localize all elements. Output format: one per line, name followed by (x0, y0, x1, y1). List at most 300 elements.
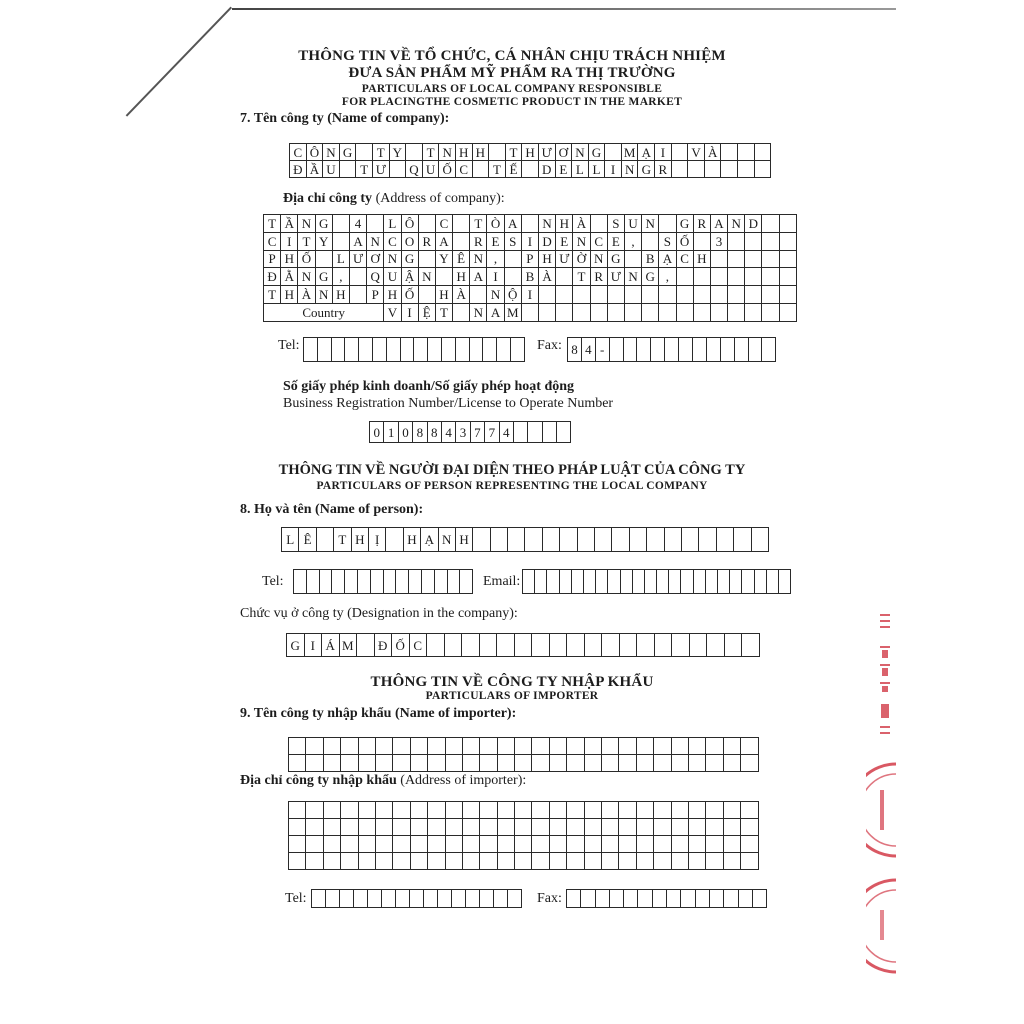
company-name-label: 7. Tên công ty (Name of company): (240, 111, 450, 126)
char-box[interactable] (410, 738, 427, 755)
char-box[interactable] (393, 836, 410, 853)
char-box[interactable] (532, 738, 549, 755)
char-box[interactable] (323, 853, 340, 870)
char-box[interactable] (326, 890, 340, 908)
red-seal-fragment-icon-2 (866, 876, 898, 976)
char-box[interactable] (317, 338, 331, 362)
char-box[interactable] (651, 338, 665, 362)
char-box[interactable] (375, 819, 392, 836)
char-box[interactable] (567, 819, 584, 836)
char-box[interactable] (584, 802, 601, 819)
char-box[interactable] (306, 853, 323, 870)
char-box[interactable] (741, 755, 758, 772)
char-box[interactable] (742, 570, 754, 594)
char-box[interactable] (455, 338, 469, 362)
char-box[interactable] (734, 338, 748, 362)
char-box[interactable] (549, 802, 566, 819)
char-box[interactable] (723, 819, 740, 836)
importer-tel-field[interactable] (311, 889, 522, 908)
char-box (693, 303, 710, 321)
char-box[interactable] (532, 836, 549, 853)
char-box[interactable] (447, 570, 460, 594)
char-box[interactable] (341, 755, 358, 772)
char-box[interactable] (688, 819, 705, 836)
char-box[interactable] (620, 570, 632, 594)
char-box[interactable] (497, 853, 514, 870)
char-box[interactable] (383, 570, 396, 594)
char-box[interactable] (596, 570, 608, 594)
char-box[interactable] (289, 738, 306, 755)
char-box[interactable] (706, 853, 723, 870)
char-box[interactable] (370, 570, 383, 594)
char-box[interactable] (357, 570, 370, 594)
char-box[interactable] (602, 802, 619, 819)
char-box: C (409, 634, 427, 657)
char-box[interactable] (462, 836, 479, 853)
char-box[interactable] (497, 836, 514, 853)
char-box[interactable] (636, 755, 653, 772)
char-box[interactable] (508, 890, 522, 908)
char-box[interactable] (619, 836, 636, 853)
red-seal-fragment-icon (866, 760, 898, 860)
char-box[interactable] (480, 853, 497, 870)
char-box (508, 528, 525, 552)
char-box[interactable] (345, 338, 359, 362)
char-box (676, 303, 693, 321)
char-box[interactable] (706, 338, 720, 362)
char-box[interactable] (445, 853, 462, 870)
company-tel-field[interactable] (303, 337, 525, 362)
char-box[interactable] (665, 338, 679, 362)
grid-row (289, 738, 759, 755)
char-box[interactable] (567, 738, 584, 755)
char-box: A (435, 232, 452, 250)
char-box[interactable] (679, 338, 693, 362)
char-box[interactable] (341, 802, 358, 819)
char-box[interactable] (706, 802, 723, 819)
char-box[interactable] (323, 755, 340, 772)
char-box[interactable] (515, 802, 532, 819)
char-box[interactable] (706, 755, 723, 772)
char-box[interactable] (778, 570, 790, 594)
char-box: Ô (401, 215, 418, 233)
char-box[interactable] (720, 338, 734, 362)
char-box[interactable] (602, 755, 619, 772)
header-title-en-2: FOR PLACINGTHE COSMETIC PRODUCT IN THE MARKET (341, 96, 683, 108)
char-box[interactable] (657, 570, 669, 594)
char-box[interactable] (532, 802, 549, 819)
char-box[interactable] (289, 755, 306, 772)
char-box[interactable] (608, 570, 620, 594)
char-box[interactable] (414, 338, 428, 362)
char-box[interactable] (741, 836, 758, 853)
char-box[interactable] (723, 802, 740, 819)
char-box[interactable] (718, 570, 730, 594)
char-box[interactable] (341, 738, 358, 755)
char-box[interactable] (424, 890, 438, 908)
char-box[interactable] (304, 338, 318, 362)
char-box[interactable] (619, 755, 636, 772)
char-box[interactable] (636, 738, 653, 755)
char-box: H (281, 250, 298, 268)
char-box[interactable] (497, 738, 514, 755)
char-box[interactable] (323, 836, 340, 853)
char-box[interactable] (375, 738, 392, 755)
person-name-field (281, 527, 769, 552)
char-box[interactable] (358, 755, 375, 772)
char-box[interactable] (410, 890, 424, 908)
char-box[interactable] (312, 890, 326, 908)
char-box[interactable] (748, 338, 762, 362)
char-box[interactable] (382, 890, 396, 908)
char-box: P (367, 286, 384, 304)
char-box[interactable] (410, 836, 427, 853)
char-box[interactable] (480, 890, 494, 908)
char-box[interactable] (644, 570, 656, 594)
char-box[interactable] (358, 819, 375, 836)
char-box[interactable] (654, 738, 671, 755)
char-box[interactable] (462, 819, 479, 836)
char-box (357, 634, 375, 657)
char-box[interactable] (375, 802, 392, 819)
char-box[interactable] (480, 802, 497, 819)
char-box[interactable] (428, 802, 445, 819)
char-box[interactable] (754, 570, 766, 594)
char-box[interactable] (319, 570, 332, 594)
char-box[interactable] (532, 853, 549, 870)
char-box[interactable] (386, 338, 400, 362)
char-box[interactable] (345, 570, 358, 594)
char-box[interactable] (549, 738, 566, 755)
char-box[interactable] (289, 819, 306, 836)
char-box[interactable] (462, 802, 479, 819)
char-box[interactable] (306, 819, 323, 836)
char-box[interactable] (723, 853, 740, 870)
company-address-label-rest: (Address of company): (372, 191, 505, 206)
char-box[interactable] (497, 338, 511, 362)
char-box[interactable] (706, 836, 723, 853)
char-box[interactable] (584, 836, 601, 853)
char-box[interactable] (445, 819, 462, 836)
char-box[interactable] (306, 802, 323, 819)
char-box[interactable] (306, 755, 323, 772)
char-box[interactable] (567, 802, 584, 819)
char-box[interactable] (688, 853, 705, 870)
char-box[interactable] (452, 890, 466, 908)
char-box[interactable] (341, 819, 358, 836)
char-box[interactable] (359, 338, 373, 362)
char-box[interactable] (693, 570, 705, 594)
char-box[interactable] (709, 890, 723, 908)
char-box[interactable] (654, 802, 671, 819)
char-box: C (290, 144, 307, 161)
char-box[interactable] (289, 802, 306, 819)
char-box[interactable] (428, 819, 445, 836)
importer-name-label: 9. Tên công ty nhập khẩu (Name of importer): (240, 706, 517, 721)
char-box[interactable] (638, 890, 652, 908)
char-box[interactable] (671, 853, 688, 870)
char-box[interactable] (497, 802, 514, 819)
char-box: P (264, 250, 281, 268)
char-box[interactable] (396, 890, 410, 908)
char-box[interactable] (393, 738, 410, 755)
char-box[interactable] (695, 890, 709, 908)
char-box[interactable] (289, 836, 306, 853)
char-box[interactable] (688, 738, 705, 755)
char-box[interactable] (619, 819, 636, 836)
char-box[interactable] (331, 338, 345, 362)
char-box[interactable] (636, 802, 653, 819)
char-box[interactable] (549, 836, 566, 853)
char-box[interactable] (738, 890, 752, 908)
char-box[interactable] (428, 755, 445, 772)
char-box[interactable] (393, 853, 410, 870)
char-box[interactable] (445, 755, 462, 772)
char-box[interactable] (766, 570, 778, 594)
char-box[interactable] (428, 338, 442, 362)
char-box[interactable] (428, 738, 445, 755)
char-box[interactable] (497, 755, 514, 772)
company-fax-field[interactable] (567, 337, 776, 362)
char-box[interactable] (497, 819, 514, 836)
char-box[interactable] (705, 570, 717, 594)
char-box[interactable] (681, 570, 693, 594)
char-box[interactable] (547, 570, 559, 594)
char-box[interactable] (584, 819, 601, 836)
char-box[interactable] (480, 836, 497, 853)
char-box[interactable] (741, 819, 758, 836)
char-box[interactable] (688, 802, 705, 819)
char-box[interactable] (706, 738, 723, 755)
char-box[interactable] (515, 853, 532, 870)
char-box[interactable] (409, 570, 422, 594)
char-box[interactable] (636, 836, 653, 853)
char-box[interactable] (602, 738, 619, 755)
char-box[interactable] (306, 570, 319, 594)
char-box[interactable] (354, 890, 368, 908)
char-box[interactable] (671, 738, 688, 755)
grid-row (568, 338, 776, 362)
char-box[interactable] (306, 738, 323, 755)
person-email-field[interactable] (522, 569, 791, 594)
importer-address-label-bold: Địa chỉ công ty nhập khẩu (240, 773, 397, 788)
importer-address-field[interactable] (288, 801, 759, 870)
char-box[interactable] (393, 755, 410, 772)
char-box[interactable] (619, 738, 636, 755)
char-box[interactable] (581, 890, 595, 908)
char-box[interactable] (535, 570, 547, 594)
char-box[interactable]: 4 (581, 338, 595, 362)
char-box[interactable] (445, 738, 462, 755)
company-address-grid (263, 214, 797, 322)
char-box[interactable] (741, 738, 758, 755)
char-box[interactable] (323, 819, 340, 836)
char-box[interactable] (730, 570, 742, 594)
char-box[interactable] (567, 853, 584, 870)
importer-name-field[interactable] (288, 737, 759, 772)
char-box[interactable] (434, 570, 447, 594)
char-box[interactable] (462, 755, 479, 772)
char-box[interactable] (396, 570, 409, 594)
char-box[interactable] (306, 836, 323, 853)
char-box[interactable] (445, 802, 462, 819)
char-box[interactable] (515, 755, 532, 772)
char-box[interactable] (583, 570, 595, 594)
char-box (528, 422, 542, 443)
char-box[interactable] (609, 890, 623, 908)
char-box[interactable] (340, 890, 354, 908)
char-box[interactable] (624, 890, 638, 908)
importer-fax-field[interactable] (566, 889, 767, 908)
char-box[interactable] (289, 853, 306, 870)
char-box[interactable]: 8 (568, 338, 582, 362)
char-box[interactable] (741, 853, 758, 870)
char-box[interactable] (480, 738, 497, 755)
char-box: Ư (556, 250, 573, 268)
char-box[interactable] (358, 853, 375, 870)
char-box[interactable] (571, 570, 583, 594)
char-box[interactable] (332, 570, 345, 594)
char-box[interactable] (515, 819, 532, 836)
char-box[interactable] (375, 853, 392, 870)
char-box[interactable] (652, 890, 666, 908)
char-box[interactable] (723, 738, 740, 755)
char-box[interactable] (595, 890, 609, 908)
char-box (779, 250, 796, 268)
char-box[interactable] (549, 755, 566, 772)
char-box[interactable] (421, 570, 434, 594)
char-box[interactable] (523, 570, 535, 594)
char-box[interactable] (358, 738, 375, 755)
char-box[interactable] (549, 819, 566, 836)
char-box[interactable] (323, 802, 340, 819)
char-box[interactable] (323, 738, 340, 755)
char-box[interactable] (584, 738, 601, 755)
char-box[interactable] (567, 836, 584, 853)
char-box[interactable] (341, 853, 358, 870)
char-box[interactable] (375, 755, 392, 772)
char-box[interactable] (724, 890, 738, 908)
char-box[interactable] (654, 836, 671, 853)
char-box[interactable] (602, 853, 619, 870)
char-box[interactable] (410, 819, 427, 836)
char-box[interactable] (693, 338, 707, 362)
char-box[interactable] (762, 338, 776, 362)
char-box[interactable] (393, 802, 410, 819)
char-box[interactable] (671, 755, 688, 772)
char-box[interactable] (752, 890, 766, 908)
char-box[interactable] (410, 755, 427, 772)
char-box[interactable] (294, 570, 307, 594)
char-box[interactable] (619, 802, 636, 819)
char-box[interactable] (584, 755, 601, 772)
char-box[interactable] (609, 338, 623, 362)
char-box[interactable] (445, 836, 462, 853)
char-box[interactable] (510, 338, 524, 362)
char-box[interactable] (393, 819, 410, 836)
char-box[interactable] (358, 836, 375, 853)
char-box[interactable] (480, 819, 497, 836)
char-box (745, 268, 762, 286)
char-box[interactable] (669, 570, 681, 594)
char-box[interactable] (410, 853, 427, 870)
char-box[interactable] (372, 338, 386, 362)
grid-row (264, 268, 797, 286)
char-box[interactable] (723, 836, 740, 853)
char-box[interactable] (671, 819, 688, 836)
char-box[interactable] (741, 802, 758, 819)
char-box (728, 286, 745, 304)
char-box: G (401, 250, 418, 268)
char-box[interactable] (410, 802, 427, 819)
char-box[interactable] (483, 338, 497, 362)
char-box[interactable] (428, 853, 445, 870)
char-box[interactable] (532, 755, 549, 772)
char-box[interactable]: - (595, 338, 609, 362)
char-box[interactable] (341, 836, 358, 853)
char-box[interactable] (671, 836, 688, 853)
char-box[interactable] (567, 755, 584, 772)
char-box[interactable] (688, 836, 705, 853)
char-box[interactable] (671, 802, 688, 819)
char-box[interactable] (688, 755, 705, 772)
char-box[interactable] (462, 853, 479, 870)
char-box[interactable] (706, 819, 723, 836)
char-box[interactable] (681, 890, 695, 908)
char-box[interactable] (654, 853, 671, 870)
char-box: U (624, 215, 641, 233)
char-box[interactable] (438, 890, 452, 908)
char-box[interactable] (636, 853, 653, 870)
char-box[interactable] (462, 738, 479, 755)
char-box[interactable] (602, 836, 619, 853)
char-box[interactable] (469, 338, 483, 362)
char-box: I (521, 286, 538, 304)
person-tel-field[interactable] (293, 569, 473, 594)
char-box[interactable] (549, 853, 566, 870)
char-box[interactable] (460, 570, 473, 594)
char-box[interactable] (602, 819, 619, 836)
char-box[interactable] (623, 338, 637, 362)
char-box[interactable] (515, 738, 532, 755)
char-box[interactable] (584, 853, 601, 870)
char-box[interactable] (723, 755, 740, 772)
char-box[interactable] (358, 802, 375, 819)
char-box[interactable] (428, 836, 445, 853)
char-box[interactable] (667, 890, 681, 908)
license-number-field (369, 421, 571, 443)
char-box[interactable] (637, 338, 651, 362)
char-box[interactable] (619, 853, 636, 870)
char-box[interactable] (654, 755, 671, 772)
char-box: N (572, 144, 589, 161)
char-box: Q (367, 268, 384, 286)
char-box[interactable] (532, 819, 549, 836)
char-box[interactable] (400, 338, 414, 362)
char-box[interactable] (375, 836, 392, 853)
char-box[interactable] (559, 570, 571, 594)
char-box[interactable] (515, 836, 532, 853)
char-box[interactable] (632, 570, 644, 594)
char-box[interactable] (654, 819, 671, 836)
char-box[interactable] (466, 890, 480, 908)
char-box[interactable] (480, 755, 497, 772)
char-box[interactable] (494, 890, 508, 908)
char-box[interactable] (368, 890, 382, 908)
char-box[interactable] (567, 890, 581, 908)
char-box[interactable] (636, 819, 653, 836)
char-box[interactable] (441, 338, 455, 362)
